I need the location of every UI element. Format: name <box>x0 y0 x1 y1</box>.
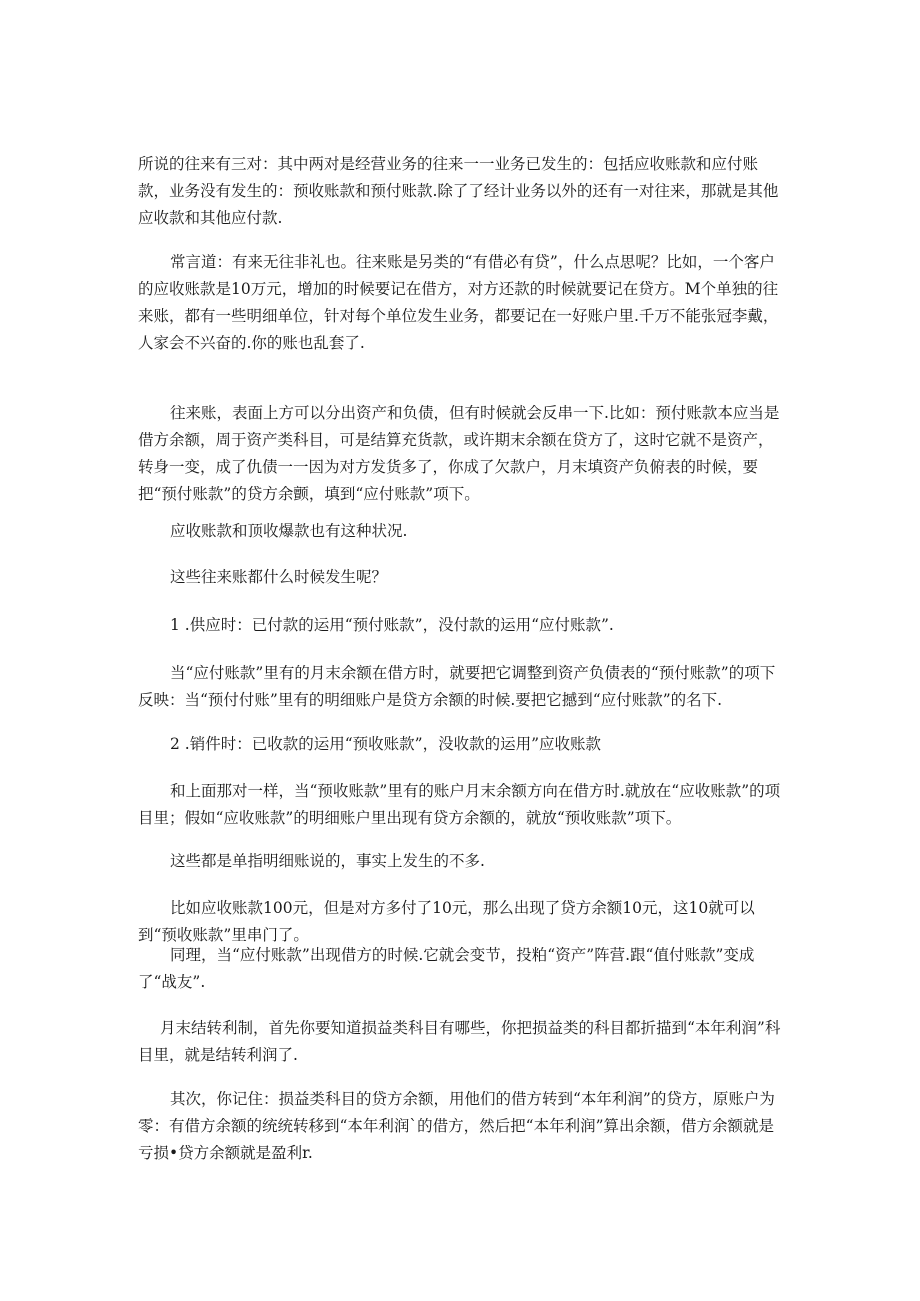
paragraph-2: 常言道：有来无往非礼也。往来账是另类的“有借必有贷”，什么点思呢？比如，一个客户的应收账款是10万元，增加的时候要记在借方，对方还款的时候就要记在贷方。M个单独的往来账，都有一些明细单位，针对每个单位发生业务，都要记在一好账户里.千万不能张冠李戴，人家会不兴奋的.你的账也乱套了. <box>138 253 779 352</box>
paragraph-7: 和上面那对一样，当“预收账款”里有的账户月末余额方向在借方时.就放在“应收账款”的项目里；假如“应收账款”的明细账户里出现有贷方余额的，就放“预收账款”项下。 <box>138 782 781 827</box>
paragraph-12: 其次，你记住：损益类科目的贷方余额，用他们的借方转到“本年利润”的贷方，原账户为零：有借方余额的统统转移到“本年利润`的借方，然后把“本年利润”算出余额，借方余额就是亏损•贷方余额就是盈利r. <box>138 1090 775 1162</box>
paragraph-4: 应收账款和顶收爆款也有这种状况. <box>170 522 408 540</box>
paragraph-1: 所说的往来有三对：其中两对是经营业务的往来一一业务已发生的：包括应收账款和应付账款，业务没有发生的：预收账款和预付账款.除了了经计业务以外的还有一对往来，那就是其他应收款和其他应付款. <box>138 155 779 227</box>
list-item-2: 2 .销件时：已收款的运用“预收账款”，没收款的运用”应收账款 <box>170 735 601 753</box>
paragraph-9: 比如应收账款100元，但是对方多付了10元，那么出现了贷方余额10元，这10就可以到“预收账款”里串门了。 <box>138 899 755 944</box>
paragraph-3: 往来账，表面上方可以分出资产和负债，但有时候就会反串一下.比如：预付账款本应当是借方余额，周于资产类科目，可是结算充货款，或许期末余额在贷方了，这时它就不是资产，转身一变，成了仇债一一因为对方发货多了，你成了欠款户，月末填资产负俯表的时候，要把“预付账款”的贷方余颤，填到“应付账款”项下。 <box>138 404 780 503</box>
list-item-1: 1 .供应时：已付款的运用“预付账款”，没付款的运用“应付账款”. <box>170 616 614 634</box>
paragraph-10: 同理，当“应付账款”出现借方的时候.它就会变节，投粕“资产”阵营.跟“值付账款”变成了“战友”. <box>138 946 755 991</box>
paragraph-8: 这些都是单指明细账说的，事实上发生的不多. <box>170 852 485 870</box>
paragraph-6: 当“应付账款”里有的月末余额在借方时，就要把它调整到资产负债表的“预付账款”的项下反映：当“预付付账”里有的明细账户是贷方余额的时候.要把它撼到“应付账款”的名下. <box>138 664 776 709</box>
paragraph-5: 这些往来账都什么时候发生呢？ <box>170 568 388 586</box>
paragraph-11: 月末结转利制，首先你要知道损益类科目有哪些，你把损益类的科目都折描到“本年利润”科目里，就是结转利润了. <box>138 1019 781 1064</box>
